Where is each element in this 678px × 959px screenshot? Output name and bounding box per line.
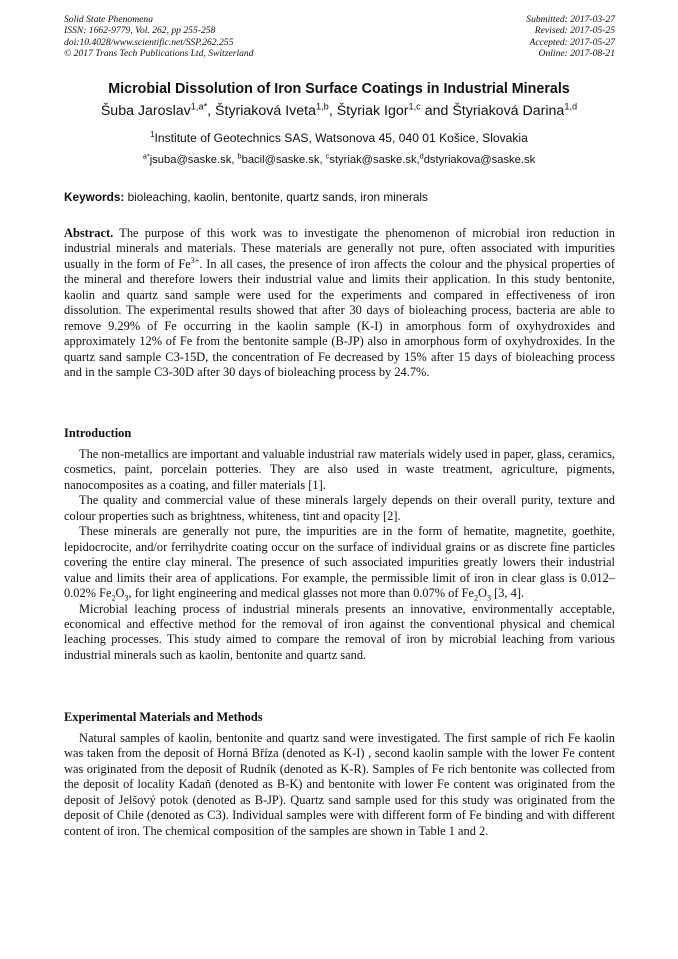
methods-body <box>64 731 615 839</box>
accepted-date: Accepted: 2017-05-27 <box>529 36 615 48</box>
author-name: Štyriaková Iveta <box>215 103 316 119</box>
author-name: Šuba Jaroslav <box>100 103 191 119</box>
author-name: Štyriaková Darina <box>452 103 565 119</box>
author-list: Šuba Jaroslav$^{1,a*}$, Štyriaková Iveta$^{1,b}$, Štyriak Igor$^{1,c}$ and Štyriaková Darina$^{1,d}$ <box>100 101 578 119</box>
author-sup: 1,a* <box>190 101 208 112</box>
email-sup: d <box>419 151 424 161</box>
subscript: 2 <box>111 593 116 603</box>
email-link[interactable]: jsuba@saske.sk <box>149 154 232 166</box>
author-sup: 1,d <box>564 101 578 112</box>
paragraph-text: These minerals are generally not pure, the impurities are in the form of hematite, magnetite, goethite, lepidocrocite, and/or ferrihydrite coating occur on the surface of individual grains or as discrete fine particles covering the entire clay mineral. The presence of such associated impurities greatly lowers their industrial value and limits their area of applications. For example, the permissible limit of iron in clear glass is 0.012–0.02% Fe <box>64 524 615 601</box>
email-sup: a* <box>142 151 150 161</box>
revised-date: Revised: 2017-05-25 <box>534 25 615 37</box>
journal-name: Solid State Phenomena <box>64 14 153 25</box>
subscript: 3 <box>486 593 492 603</box>
journal-info <box>64 14 254 59</box>
affiliation <box>0 131 678 145</box>
abstract-text: The purpose of this work was to investigate the phenomenon of microbial iron reduction in industrial minerals and materials. These materials are generally not pure, often associated with impurities usually in the form of Fe <box>64 226 616 271</box>
affiliation-text: Institute of Geotechnics SAS, Watsonova 45, 040 01 Košice, Slovakia <box>154 131 528 145</box>
doi-line: doi:10.4028/www.scientific.net/SSP.262.255 <box>64 36 234 48</box>
section-heading-introduction: Introduction <box>64 426 132 440</box>
paper-title: Microbial Dissolution of Iron Surface Coatings in Industrial Minerals <box>108 81 570 97</box>
paragraph: These minerals are generally not pure, the impurities are in the form of hematite, magnetite, goethite, lepidocrocite, and/or ferrihydrite coating occur on the surface of individual grains or as discrete fine particles covering the entire clay mineral. The presence of such associated impurities greatly lowers their industrial value and limits their area of applications. For example, the permissible limit of iron in clear glass is 0.012–0.02% $Fe_2O_3$, for light engineering and medical glasses not more than 0.07% of $Fe_2O_3$ [3, 4]. <box>64 524 615 603</box>
paragraph-text: [3, 4]. <box>491 586 525 601</box>
abstract-text-cont: . In all cases, the presence of iron affects the colour and the physical properties of the mineral and therefore lowers their industrial value and limits their application. In this study bentonite, kaolin and quartz sand sample were used for the experiments and compared in effectiveness of iron dissolution. The experimental results showed that after 30 days of bioleaching process, bacteria are able to remove 9.29% of Fe occurring in the kaolin sample (K-I) in amorphous form of oxyhydroxides and approximately 12% of Fe from the bentonite sample (B-JP) also in amorphous form of oxyhydroxides. In the quartz sand sample C3-15D, the concentration of Fe decreased by 15% after 15 days of bioleaching process and in the sample C3-30D after 30 days of bioleaching process by 24.7%. <box>64 256 615 380</box>
email-link[interactable]: bacil@saske.sk <box>241 154 320 166</box>
email-list: $^{a*}$jsuba@saske.sk, $^b$bacil@saske.sk, $^c$styriak@saske.sk,$^d$dstyriakova@saske.sk <box>142 151 536 166</box>
email-sup: c <box>325 151 330 161</box>
keywords-label: Keywords: <box>64 190 125 204</box>
introduction-body <box>64 447 615 663</box>
paragraph-text: , for light engineering and medical glasses not more than 0.07% of Fe <box>128 586 474 601</box>
email-link[interactable]: styriak@saske.sk <box>329 154 417 166</box>
paragraph: The non-metallics are important and valuable industrial raw materials widely used in paper, glass, ceramics, cosmetics, paint, porcelain potteries. They are also used in waste treatment, agriculture, pigments, nanocomposites as a coating, and filler materials [1]. <box>64 447 615 492</box>
dates-info <box>526 14 615 59</box>
paragraph: The quality and commercial value of these minerals largely depends on their overall purity, texture and colour properties such as brightness, whiteness, tint and opacity [2]. <box>64 493 615 523</box>
submitted-date: Submitted: 2017-03-27 <box>526 14 615 25</box>
author-name: Štyriak Igor <box>336 103 409 119</box>
section-heading-methods: Experimental Materials and Methods <box>64 710 263 724</box>
online-date: Online: 2017-08-21 <box>538 47 615 59</box>
abstract-label: Abstract. <box>64 226 114 240</box>
fe-charge-sup: 3+ <box>190 255 200 265</box>
abstract <box>64 226 615 381</box>
author-sup: 1,b <box>315 101 329 112</box>
issn-line: ISSN: 1662-9779, Vol. 262, pp 255-258 <box>64 25 216 37</box>
subscript: 2 <box>474 593 479 603</box>
author-sup: 1,c <box>408 101 421 112</box>
subscript: 3 <box>124 593 129 603</box>
email-sup: b <box>237 151 242 161</box>
copyright-line: © 2017 Trans Tech Publications Ltd, Switzerland <box>64 47 254 59</box>
keywords-text: bioleaching, kaolin, bentonite, quartz sands, iron minerals <box>127 190 428 204</box>
affiliation-sup: 1 <box>150 129 155 139</box>
keywords <box>64 190 615 204</box>
email-link[interactable]: dstyriakova@saske.sk <box>423 154 536 166</box>
paragraph: Natural samples of kaolin, bentonite and quartz sand were investigated. The first sample of rich Fe kaolin was taken from the deposit of Horná Bříza (denoted as K-I) , second kaolin sample with the lower Fe content was originated from the deposit of Rudník (denoted as K-R). Samples of Fe rich bentonite was collected from the deposit of locality Kadaň (denoted as B-K) and bentonite with lower Fe content was originated from the deposit of Jelšový potok (denoted as B-JP). Quartz sand sample used for this study was originated from the deposit of Chile (denoted as C3). Individual samples were with different form of Fe binding and with different content of iron. The chemical composition of the samples are shown in Table 1 and 2. <box>64 731 615 838</box>
paragraph: Microbial leaching process of industrial minerals presents an innovative, environmentally acceptable, economical and effective method for the removal of iron against the conventional physical and chemical leaching processes. This study aimed to compare the removal of iron by microbial leaching from various industrial minerals such as kaolin, bentonite and quartz sand. <box>64 601 615 662</box>
